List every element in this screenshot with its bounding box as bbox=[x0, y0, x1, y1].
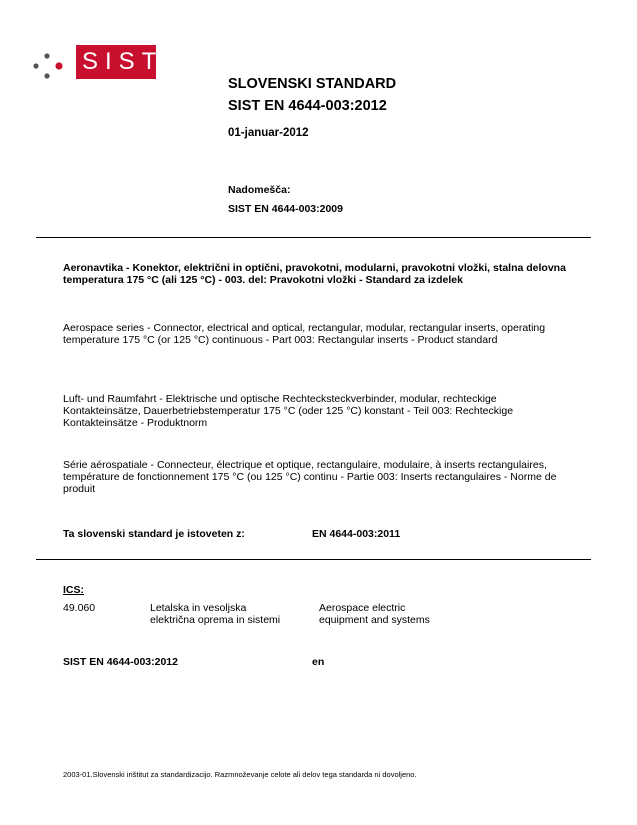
divider-middle bbox=[36, 559, 591, 560]
ics-desc-slovenian bbox=[150, 602, 280, 626]
sist-logo: SIST bbox=[76, 45, 156, 79]
replaces-label: Nadomešča: bbox=[228, 184, 291, 196]
ics-desc-en-line: equipment and systems bbox=[319, 614, 430, 626]
ics-code: 49.060 bbox=[63, 602, 96, 614]
replaces-code: SIST EN 4644-003:2009 bbox=[228, 203, 343, 215]
ics-desc-english bbox=[319, 602, 430, 626]
standard-type: SLOVENSKI STANDARD bbox=[228, 76, 397, 92]
standard-code: SIST EN 4644-003:2012 bbox=[228, 98, 387, 114]
ics-desc-en-line: Aerospace electric bbox=[319, 602, 406, 614]
copyright-footer: 2003-01.Slovenski inštitut za standardizacijo. Razmnoževanje celote ali delov tega standarda ni dovoljeno. bbox=[63, 770, 417, 779]
ics-desc-sl-line: Letalska in vesoljska bbox=[150, 602, 247, 614]
identical-label: Ta slovenski standard je istoveten z: bbox=[63, 528, 245, 540]
ics-desc-sl-line: električna oprema in sistemi bbox=[150, 614, 281, 626]
title-english: Aerospace series - Connector, electrical and optical, rectangular, modular, rectangular inserts, operating temperature 175 °C (or 125 °C) continuous - Part 003: Rectangular inserts - Product standard bbox=[63, 322, 546, 346]
publication-date: 01-januar-2012 bbox=[228, 127, 309, 139]
title-french: Série aérospatiale - Connecteur, électrique et optique, rectangulaire, modulaire, à inserts rectangulaires, température de fonctionnement 175 °C (ou 125 °C) continu - Partie 003: Inserts rectangulaires - Norme de produit bbox=[63, 459, 557, 495]
bottom-standard-code: SIST EN 4644-003:2012 bbox=[63, 656, 178, 668]
title-german: Luft- und Raumfahrt - Elektrische und optische Rechtecksteckverbinder, modular, rechteckige Kontakteinsätze, Dauerbetriebstemperatur 175 °C (oder 125 °C) konstant - Teil 003: Rechteckige Kontakteinsätze - Produktnorm bbox=[63, 393, 514, 429]
language-code: en bbox=[312, 656, 325, 668]
title-slovenian: Aeronavtika - Konektor, električni in optični, pravokotni, modularni, pravokotni vložki, stalna delovna temperatura 175 °C (ali 125 °C) - 003. del: Pravokotni vložki - Standard za izdelek bbox=[63, 262, 566, 286]
identical-value: EN 4644-003:2011 bbox=[312, 528, 401, 540]
logo-dots-icon bbox=[32, 48, 72, 80]
ics-label: ICS: bbox=[63, 584, 84, 596]
divider-top bbox=[36, 237, 591, 238]
